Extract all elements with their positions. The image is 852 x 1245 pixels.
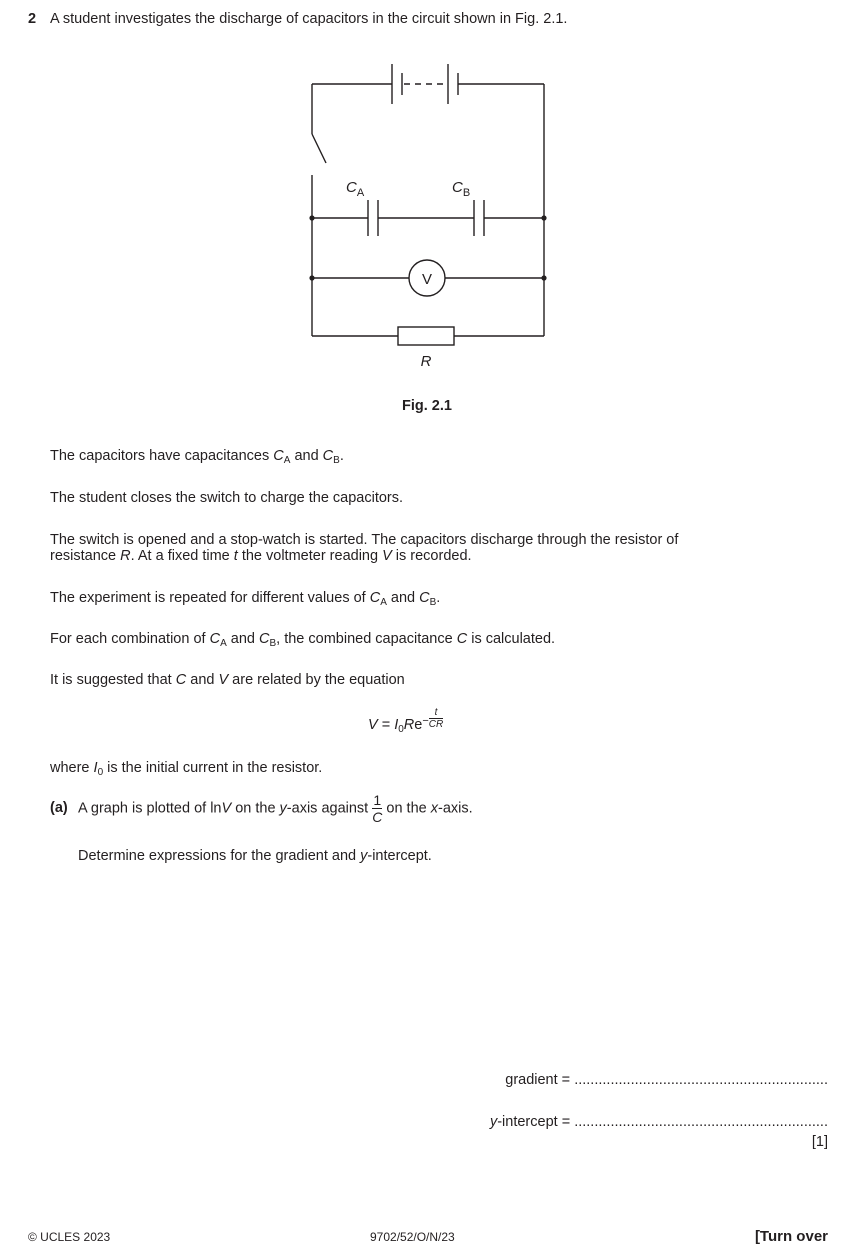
turn-over: [Turn over bbox=[754, 1228, 828, 1245]
where-clause: where $I_0$ is the initial current in the resistor. bbox=[50, 760, 323, 778]
one-over-c-fraction: $\frac{1}{C}$ bbox=[372, 792, 383, 825]
paragraph-repeat: The experiment is repeated for different values of $C_A$ and $C_B$. bbox=[50, 590, 441, 608]
paragraph-suggested: It is suggested that C and V are related by the equation bbox=[50, 672, 405, 688]
junction-1 bbox=[309, 215, 314, 220]
question-intro: A student investigates the discharge of capacitors in the circuit shown in Fig. 2.1. bbox=[50, 11, 568, 27]
figure-caption: Fig. 2.1 bbox=[402, 398, 452, 414]
intercept-answer-line[interactable]: y-intercept = ............................................................... bbox=[489, 1114, 828, 1130]
paragraph-combined: For each combination of $C_A$ and $C_B$, the combined capacitance C is calculated. bbox=[50, 631, 556, 649]
junction-3 bbox=[309, 275, 314, 280]
resistor-label: R bbox=[420, 353, 432, 370]
resistor-box bbox=[398, 327, 454, 345]
paragraph-close-switch: The student closes the switch to charge the capacitors. bbox=[50, 490, 404, 506]
circuit-diagram bbox=[300, 60, 560, 380]
marks: [1] bbox=[811, 1134, 828, 1150]
part-a-instruction: Determine expressions for the gradient and y-intercept. bbox=[78, 848, 432, 864]
junction-4 bbox=[541, 275, 546, 280]
paragraph-capacitances: The capacitors have capacitances $C_A$ and $C_B$. bbox=[50, 448, 344, 466]
label-cb: $C_B$ bbox=[452, 179, 471, 199]
equation: $V = I_0Re^-$ $\frac{t}{CR}$ bbox=[368, 707, 444, 735]
exponent-fraction: $\frac{t}{CR}$ bbox=[428, 707, 444, 730]
gradient-answer-line[interactable]: gradient = ............................................................... bbox=[505, 1072, 828, 1088]
footer-copyright: © UCLES 2023 bbox=[28, 1230, 111, 1244]
voltmeter-label: V bbox=[421, 271, 433, 288]
question-number: 2 bbox=[28, 11, 37, 27]
junction-2 bbox=[541, 215, 546, 220]
part-a-text: A graph is plotted of lnV on the y-axis against $\frac{1}{C}$ on the x-axis. bbox=[78, 792, 473, 825]
part-a-label: (a) bbox=[50, 800, 68, 816]
footer-code: 9702/52/O/N/23 bbox=[370, 1230, 455, 1244]
switch-blade bbox=[312, 134, 326, 163]
label-ca: $C_A$ bbox=[346, 179, 365, 199]
paragraph-discharge: The switch is opened and a stop-watch is started. The capacitors discharge through the resistor of resistance R. At a fixed time t the voltmeter reading V is recorded. bbox=[50, 532, 679, 564]
